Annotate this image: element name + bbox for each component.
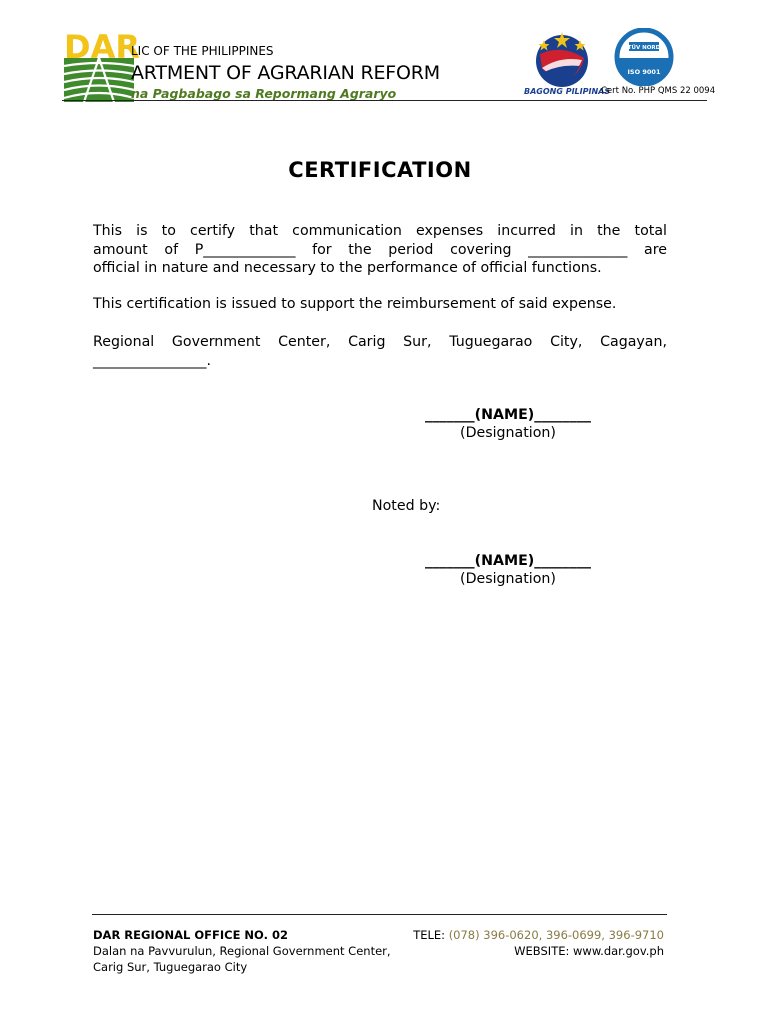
bagong-pilipinas-logo-icon bbox=[530, 30, 594, 88]
regional-office-name: DAR REGIONAL OFFICE NO. 02 bbox=[93, 928, 288, 942]
telephone-numbers: (078) 396-0620, 396-0699, 396-9710 bbox=[448, 928, 664, 942]
noted-by-label: Noted by: bbox=[372, 498, 441, 514]
signatory-designation: (Designation) bbox=[460, 425, 556, 441]
bagong-pilipinas-text: BAGONG PILIPINAS bbox=[524, 87, 611, 96]
paragraph-line: This is to certify that communication expenses incurred in the total bbox=[93, 223, 667, 239]
paragraph-line: official in nature and necessary to the performance of official functions. bbox=[93, 260, 602, 276]
paragraph-line: Regional Government Center, Carig Sur, Tuguegarao City, Cagayan, bbox=[93, 334, 667, 350]
place-date-paragraph bbox=[93, 333, 667, 370]
header-divider bbox=[62, 100, 707, 101]
purpose-paragraph: This certification is issued to support the reimbursement of said expense. bbox=[93, 296, 617, 312]
svg-text:TÜV NORD: TÜV NORD bbox=[627, 45, 661, 51]
document-title: CERTIFICATION bbox=[288, 158, 472, 182]
tuv-iso-logo-icon bbox=[611, 28, 677, 86]
certification-paragraph bbox=[93, 222, 667, 278]
signatory-name: _______(NAME)________ bbox=[424, 407, 592, 423]
svg-text:DAR: DAR bbox=[64, 30, 140, 66]
certificate-number: Cert No. PHP QMS 22 0094 bbox=[601, 86, 716, 96]
republic-line: LIC OF THE PHILIPPINES bbox=[131, 44, 274, 58]
telephone-info bbox=[413, 928, 664, 942]
telephone-label: TELE: bbox=[413, 928, 449, 942]
signatory-name: _______(NAME)________ bbox=[424, 553, 592, 569]
office-address-line: Carig Sur, Tuguegarao City bbox=[93, 960, 248, 974]
department-name: ARTMENT OF AGRARIAN REFORM bbox=[131, 62, 440, 84]
date-blank: ________________. bbox=[93, 352, 212, 369]
footer-divider bbox=[92, 914, 667, 915]
signatory-block bbox=[408, 406, 608, 442]
signatory-designation: (Designation) bbox=[460, 571, 556, 587]
website-link[interactable]: WEBSITE: www.dar.gov.ph bbox=[514, 944, 664, 958]
paragraph-line: amount of P_____________ for the period covering ______________ are bbox=[93, 241, 667, 258]
office-address-line: Dalan na Pavvurulun, Regional Government Center, bbox=[93, 944, 391, 958]
noting-signatory-block bbox=[408, 552, 608, 588]
agency-tagline: na Pagbabago sa Repormang Agraryo bbox=[131, 86, 397, 101]
svg-text:ISO 9001: ISO 9001 bbox=[627, 68, 661, 76]
